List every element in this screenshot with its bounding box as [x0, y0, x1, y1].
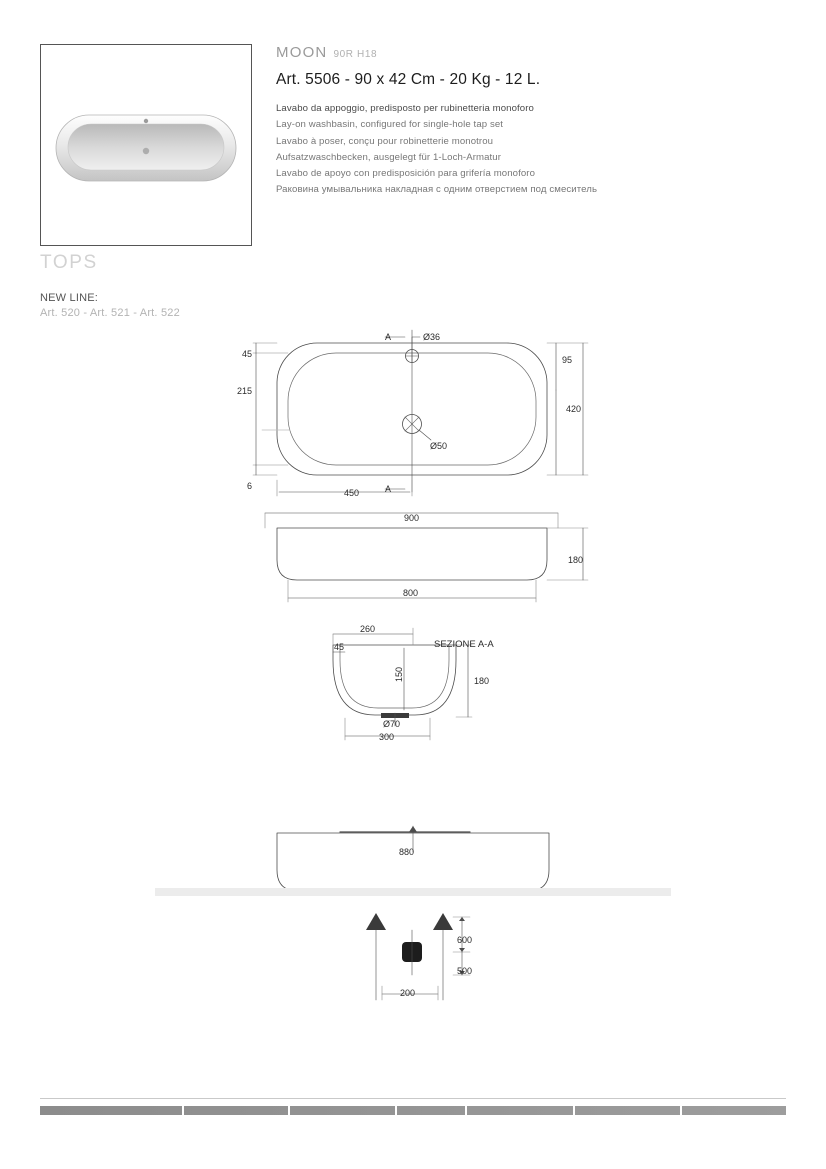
dim-880-install: 880 — [399, 847, 415, 857]
dim-150-section: 150 — [394, 666, 404, 682]
dim-420-plan: 420 — [566, 404, 582, 414]
dim-180-front: 180 — [568, 555, 584, 565]
footer-notch — [573, 1106, 575, 1115]
newline-items: Art. 520 - Art. 521 - Art. 522 — [40, 307, 180, 319]
description-ru: Раковина умывальника накладная с одним отверстием под смеситель — [276, 184, 598, 196]
dim-95-plan: 95 — [562, 355, 573, 365]
footer-notch — [182, 1106, 184, 1115]
brand-model: 90R H18 — [333, 49, 378, 60]
dim-900-front: 900 — [404, 513, 420, 523]
dim-180-section: 180 — [474, 676, 490, 686]
footer-bar — [40, 1106, 786, 1115]
section-title-tops: TOPS — [40, 252, 98, 273]
description-de: Aufsatzwaschbecken, ausgelegt für 1-Loch-Armatur — [276, 151, 502, 163]
footer-divider — [40, 1098, 786, 1099]
dim-tap-hole: Ø36 — [423, 332, 441, 342]
description-es: Lavabo de apoyo con predisposición para grifería monoforo — [276, 168, 536, 180]
section-label: SEZIONE A-A — [434, 639, 494, 650]
footer-notch — [395, 1106, 397, 1115]
brand-name: MOON — [276, 44, 328, 61]
dim-300-section: 300 — [379, 732, 395, 742]
description-fr: Lavabo à poser, conçu pour robinetterie monotrou — [276, 135, 494, 147]
section-marker-top: A — [384, 332, 391, 342]
dim-215-plan: 215 — [236, 386, 252, 396]
article-line: Art. 5506 - 90 x 42 Cm - 20 Kg - 12 L. — [276, 71, 541, 88]
dim-45-section: 45 — [334, 642, 345, 652]
dim-800-front: 800 — [403, 588, 419, 598]
dim-600-install: 600 — [457, 935, 473, 945]
dim-45-plan: 45 — [241, 349, 252, 359]
dim-260-section: 260 — [360, 624, 376, 634]
dim-drain-hole: Ø50 — [430, 441, 448, 451]
section-marker-bottom: A — [384, 484, 391, 494]
dim-200-install: 200 — [400, 988, 416, 998]
description-en: Lay-on washbasin, configured for single-hole tap set — [276, 119, 504, 131]
footer-notch — [680, 1106, 682, 1115]
newline-label: NEW LINE: — [40, 292, 99, 304]
dim-drain-section: Ø70 — [383, 719, 401, 729]
description-it: Lavabo da appoggio, predisposto per rubinetteria monoforo — [276, 103, 534, 114]
footer-notch — [288, 1106, 290, 1115]
footer-notch — [465, 1106, 467, 1115]
dim-450-plan: 450 — [344, 488, 360, 498]
dim-6-plan: 6 — [246, 481, 252, 491]
dim-500-install: 500 — [457, 966, 473, 976]
